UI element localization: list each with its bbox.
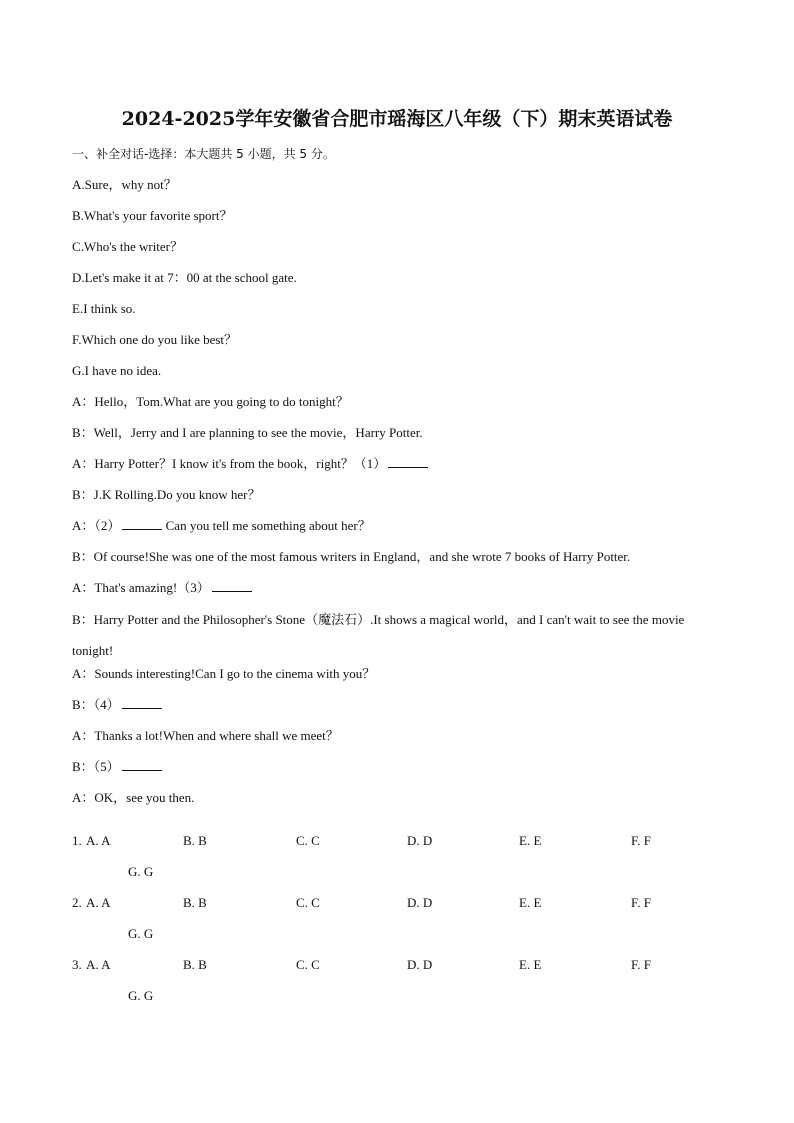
dialogue-line: B：Of course!She was one of the most famous writers in England，and she wrote 7 books of Harry Potter. — [72, 549, 631, 564]
dialogue-line: A：Sounds interesting!Can I go to the cinema with you？ — [72, 666, 376, 681]
question-number: 2. — [72, 895, 82, 910]
answer-blank — [122, 517, 162, 530]
dialogue-line — [72, 758, 712, 789]
option-f: F.Which one do you like best？ — [72, 332, 238, 347]
option-g: G.I have no idea. — [72, 363, 162, 378]
question-number: 3. — [72, 957, 82, 972]
dialogue-line: A：Hello，Tom.What are you going to do tonight？ — [72, 394, 349, 409]
choice-a[interactable]: A. A — [86, 895, 111, 910]
choice-c[interactable]: C. C — [296, 957, 320, 972]
choice-b[interactable]: B. B — [183, 957, 207, 972]
choice-b[interactable]: B. B — [183, 833, 207, 848]
choice-c[interactable]: C. C — [296, 895, 320, 910]
choice-a[interactable]: A. A — [86, 833, 111, 848]
dialogue-text: Can you tell me something about her？ — [165, 518, 371, 533]
choice-d[interactable]: D. D — [407, 957, 433, 972]
choice-a[interactable]: A. A — [86, 957, 111, 972]
choice-f[interactable]: F. F — [631, 957, 651, 972]
dialogue-line: A：Thanks a lot!When and where shall we meet？ — [72, 728, 339, 743]
dialogue-line — [72, 455, 712, 486]
choice-d[interactable]: D. D — [407, 833, 433, 848]
content-lines — [72, 176, 712, 820]
choice-c[interactable]: C. C — [296, 833, 320, 848]
page-title: 2024-2025学年安徽省合肥市瑶海区八年级（下）期末英语试卷 — [121, 108, 673, 130]
answer-blank — [388, 455, 428, 468]
choice-e[interactable]: E. E — [519, 895, 542, 910]
choice-g[interactable]: G. G — [128, 926, 154, 941]
choice-f[interactable]: F. F — [631, 833, 651, 848]
choice-f[interactable]: F. F — [631, 895, 651, 910]
dialogue-text: B：（5） — [72, 759, 120, 774]
choice-g[interactable]: G. G — [128, 988, 154, 1003]
dialogue-line — [72, 696, 712, 727]
dialogue-text: B：（4） — [72, 697, 120, 712]
dialogue-line: A：OK，see you then. — [72, 790, 195, 805]
option-a: A.Sure，why not？ — [72, 177, 177, 192]
option-c: C.Who's the writer？ — [72, 239, 184, 254]
option-e: E.I think so. — [72, 301, 136, 316]
dialogue-line: B：J.K Rolling.Do you know her？ — [72, 487, 261, 502]
answer-blank — [212, 579, 252, 592]
choice-g[interactable]: G. G — [128, 864, 154, 879]
choice-b[interactable]: B. B — [183, 895, 207, 910]
choice-e[interactable]: E. E — [519, 957, 542, 972]
choice-d[interactable]: D. D — [407, 895, 433, 910]
dialogue-line — [72, 517, 712, 548]
choice-e[interactable]: E. E — [519, 833, 542, 848]
answer-blank — [122, 696, 162, 709]
dialogue-line: B：Harry Potter and the Philosopher's Stone（魔法石）.It shows a magical world，and I can't wait to see the movie tonight! — [72, 612, 685, 658]
dialogue-text: A：Harry Potter？I know it's from the book，right？（1） — [72, 456, 387, 471]
dialogue-line: B：Well，Jerry and I are planning to see the movie，Harry Potter. — [72, 425, 423, 440]
answer-blank — [122, 758, 162, 771]
section-heading: 一、补全对话-选择：本大题共 5 小题，共 5 分。 — [72, 147, 335, 161]
question-number: 1. — [72, 833, 82, 848]
dialogue-text: A：That's amazing!（3） — [72, 580, 210, 595]
option-d: D.Let's make it at 7：00 at the school gate. — [72, 270, 297, 285]
option-b: B.What's your favorite sport？ — [72, 208, 233, 223]
dialogue-text: A：（2） — [72, 518, 121, 533]
